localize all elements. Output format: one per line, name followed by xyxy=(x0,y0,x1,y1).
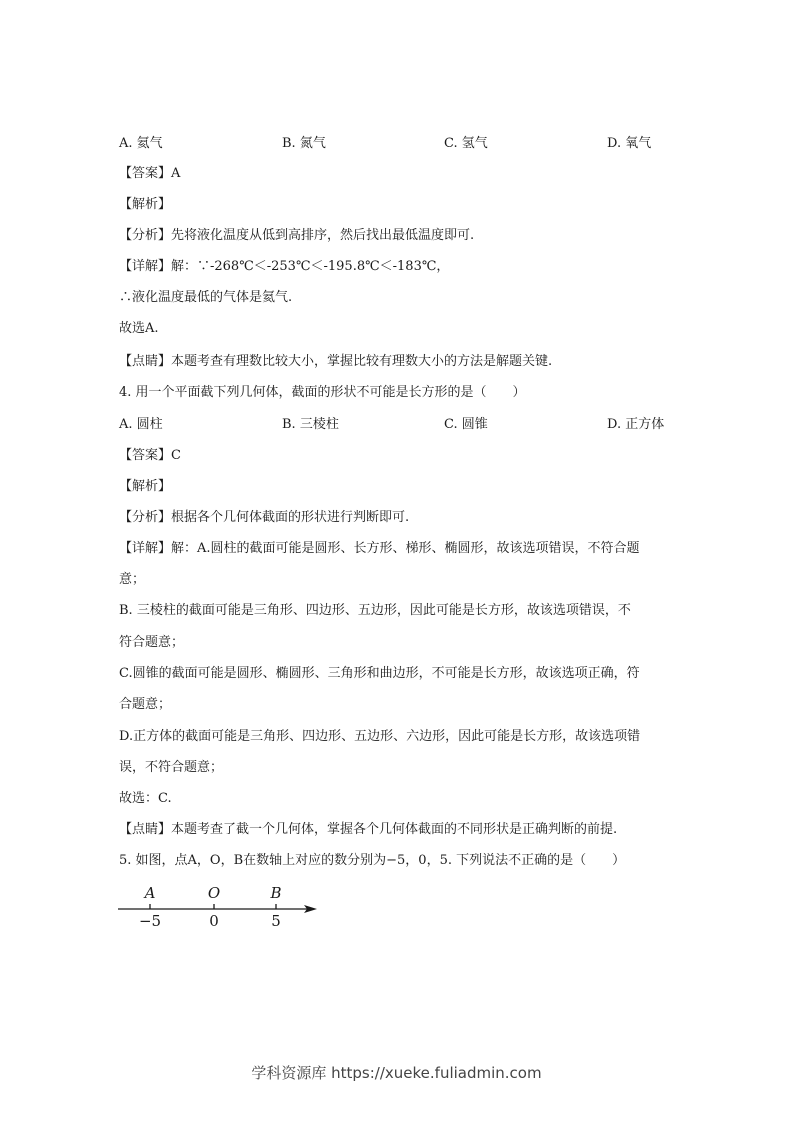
q4-jiexi: 【解析】 xyxy=(119,479,172,494)
q4-detail-line: B. 三棱柱的截面可能是三角形、四边形、五边形，因此可能是长方形，故该选项错误，不 xyxy=(119,603,631,618)
q4-detail-line: C.圆锥的截面可能是圆形、椭圆形、三角形和曲边形，不可能是长方形，故该选项正确，符 xyxy=(119,666,640,681)
q3-option-c: C. 氢气 xyxy=(444,136,488,151)
q3-option-a: A. 氦气 xyxy=(119,136,163,151)
q3-analysis: 【分析】先将液化温度从低到高排序，然后找出最低温度即可. xyxy=(119,228,475,243)
q4-choice: 故选：C. xyxy=(119,791,172,806)
number-line-figure xyxy=(110,880,330,935)
q4-detail-line: 【详解】解：A.圆柱的截面可能是圆形、长方形、梯形、椭圆形，故该选项错误，不符合题 xyxy=(119,541,640,556)
number-line-point-o xyxy=(208,884,220,930)
q5-stem: 5. 如图，点A，O，B在数轴上对应的数分别为−5，0，5. 下列说法不正确的是（ ） xyxy=(119,853,626,868)
point-a-letter: A xyxy=(144,884,156,902)
q3-choice: 故选A. xyxy=(119,321,159,336)
q4-stem: 4. 用一个平面截下列几何体，截面的形状不可能是长方形的是（ ） xyxy=(119,385,526,400)
q4-detail-line: 意； xyxy=(119,572,146,587)
q4-option-b: B. 三棱柱 xyxy=(282,417,339,432)
q3-option-b: B. 氮气 xyxy=(282,136,326,151)
q3-option-d: D. 氧气 xyxy=(607,136,652,151)
number-line-point-a xyxy=(139,884,161,930)
point-a-value: −5 xyxy=(138,912,162,930)
point-b-value: 5 xyxy=(271,912,281,930)
page-footer: 学科资源库 https://xueke.fuliadmin.com xyxy=(251,1064,542,1082)
q4-answer: 【答案】C xyxy=(119,448,181,463)
q4-detail-line: D.正方体的截面可能是三角形、四边形、五边形、六边形，因此可能是长方形，故该选项错 xyxy=(119,729,641,744)
q4-option-a: A. 圆柱 xyxy=(119,417,163,432)
q4-detail-line: 合题意； xyxy=(119,697,172,712)
q3-conclusion: ∴液化温度最低的气体是氦气. xyxy=(119,290,293,305)
q4-option-d: D. 正方体 xyxy=(607,417,665,432)
q3-comment: 【点睛】本题考查有理数比较大小，掌握比较有理数大小的方法是解题关键. xyxy=(119,354,553,369)
q3-detail: 【详解】解：∵-268℃＜-253℃＜-195.8℃＜-183℃， xyxy=(119,259,450,274)
q3-answer: 【答案】A xyxy=(119,166,181,181)
q4-option-c: C. 圆锥 xyxy=(444,417,488,432)
point-b-letter: B xyxy=(270,884,282,902)
number-line-point-b xyxy=(269,884,281,930)
point-o-letter: O xyxy=(207,884,221,902)
q4-comment: 【点睛】本题考查了截一个几何体，掌握各个几何体截面的不同形状是正确判断的前提. xyxy=(119,822,618,837)
q3-jiexi: 【解析】 xyxy=(119,197,172,212)
q4-detail-line: 误，不符合题意； xyxy=(119,760,224,775)
point-o-value: 0 xyxy=(209,912,219,930)
q4-detail-line: 符合题意； xyxy=(119,635,185,650)
q4-analysis: 【分析】根据各个几何体截面的形状进行判断即可. xyxy=(119,510,410,525)
